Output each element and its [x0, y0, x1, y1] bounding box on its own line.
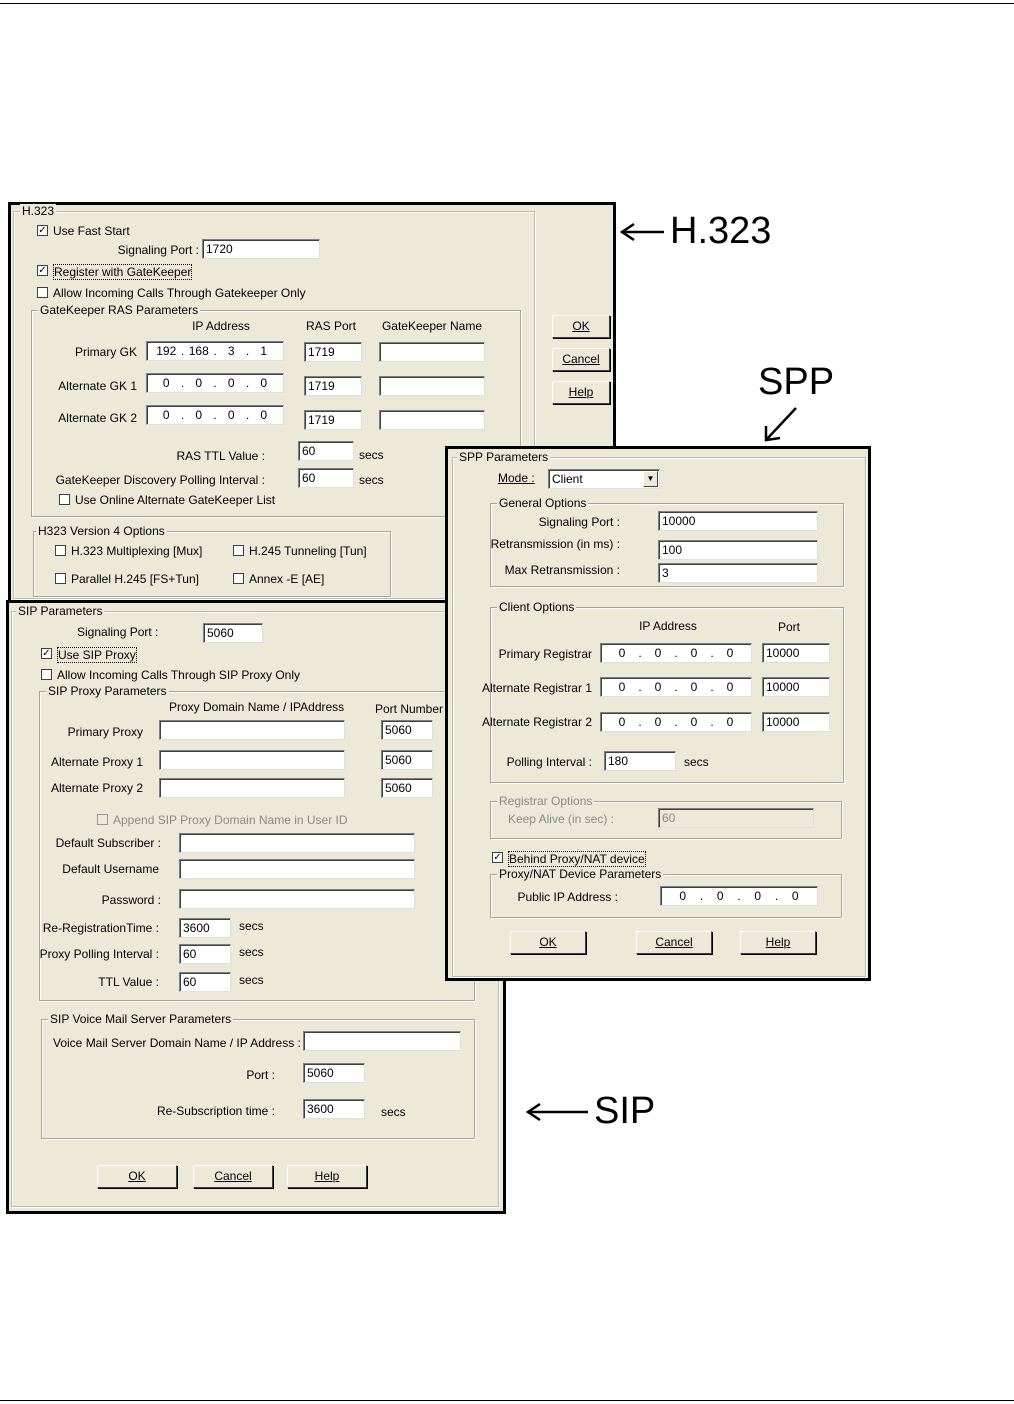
use-sip-proxy-checkbox[interactable]: ✓: [42, 648, 51, 659]
registrar-row-label: Primary Registrar: [498, 647, 592, 661]
mode-select[interactable]: [548, 469, 660, 489]
spp-sig-port-input[interactable]: 10000: [658, 511, 818, 531]
default-username-input[interactable]: [179, 859, 415, 879]
col-gk-name: GateKeeper Name: [381, 319, 483, 333]
behind-nat-label: Behind Proxy/NAT device: [509, 852, 645, 866]
registrar-row-label: Alternate Registrar 1: [481, 681, 592, 695]
max-retrans-input[interactable]: 3: [658, 563, 818, 583]
rereg-secs: secs: [239, 919, 264, 933]
sip-allow-incoming-label: Allow Incoming Calls Through SIP Proxy Only: [57, 668, 300, 682]
top-rule: [0, 3, 1014, 4]
h323-ok-button[interactable]: OK: [552, 315, 610, 338]
sip-group-title: SIP Parameters: [18, 604, 103, 618]
sip-cancel-button[interactable]: Cancel: [193, 1165, 273, 1188]
spp-poll-input[interactable]: 180: [604, 751, 676, 771]
default-subscriber-input[interactable]: [179, 833, 415, 853]
client-options-title: Client Options: [499, 600, 575, 614]
annex-e-label: Annex -E [AE]: [249, 572, 325, 586]
spp-ok-button[interactable]: OK: [510, 931, 586, 954]
h323-group-title: H.323: [22, 204, 55, 218]
ttl-input[interactable]: 60: [179, 972, 231, 992]
vm-domain-label: Voice Mail Server Domain Name / IP Address :: [53, 1036, 301, 1050]
alt-gk2-port[interactable]: 1719: [304, 410, 362, 430]
password-input[interactable]: [179, 889, 415, 909]
retrans-input[interactable]: 100: [658, 540, 818, 560]
col-ras-port: RAS Port: [305, 319, 356, 333]
primary-gk-port[interactable]: 1719: [304, 342, 362, 362]
col-ip-address: IP Address: [192, 319, 250, 333]
allow-incoming-gk-checkbox[interactable]: [37, 287, 48, 298]
gk-poll-input[interactable]: 60: [298, 468, 354, 488]
online-alt-gk-checkbox[interactable]: [59, 494, 70, 505]
spp-cancel-button[interactable]: Cancel: [636, 931, 712, 954]
alt-gk1-name[interactable]: [379, 376, 485, 396]
ras-ttl-input[interactable]: 60: [298, 441, 354, 461]
gk-row-label: Alternate GK 1: [58, 379, 137, 393]
alt-gk2-ip[interactable]: 0 . 0 . 0 . 0: [146, 405, 284, 425]
fast-start-checkbox[interactable]: ✓: [38, 225, 47, 236]
spp-col-port: Port: [777, 620, 800, 634]
alt-proxy2-port[interactable]: 5060: [381, 778, 433, 798]
gk-poll-label: GateKeeper Discovery Polling Interval :: [55, 473, 265, 487]
sip-signaling-port-label: Signaling Port :: [77, 625, 159, 639]
spp-callout: SPP: [758, 361, 835, 403]
bottom-rule: [0, 1400, 1014, 1401]
sip-arrow-icon: [524, 1102, 588, 1122]
spp-sig-port-label: Signaling Port :: [538, 515, 620, 529]
sip-signaling-port-input[interactable]: 5060: [203, 623, 263, 643]
resub-input[interactable]: 3600: [303, 1099, 365, 1119]
registrar-options-title: Registrar Options: [499, 794, 593, 808]
gk-row-label: Alternate GK 2: [58, 411, 137, 425]
public-ip-label: Public IP Address :: [517, 890, 618, 904]
sip-callout: SIP: [594, 1090, 656, 1132]
primary-gk-ip[interactable]: 192 . 168 . 3 . 1: [146, 341, 284, 361]
h323-v4-title: H323 Version 4 Options: [38, 524, 165, 538]
vm-port-label: Port :: [246, 1068, 275, 1082]
h323-signaling-port-input[interactable]: 1720: [202, 239, 320, 259]
vm-title: SIP Voice Mail Server Parameters: [50, 1012, 232, 1026]
sip-help-button[interactable]: Help: [287, 1165, 367, 1188]
nat-params-title: Proxy/NAT Device Parameters: [499, 867, 662, 881]
behind-nat-checkbox[interactable]: ✓: [493, 852, 502, 863]
alt-proxy1-input[interactable]: [159, 750, 345, 770]
proxy-poll-label: Proxy Polling Interval :: [39, 947, 159, 961]
sip-proxy-title: SIP Proxy Parameters: [48, 684, 167, 698]
rereg-input[interactable]: 3600: [179, 918, 231, 938]
h323-signaling-port-label: Signaling Port :: [117, 243, 199, 257]
alt-gk1-port[interactable]: 1719: [304, 376, 362, 396]
spp-poll-label: Polling Interval :: [506, 755, 592, 769]
public-ip-input[interactable]: 0 . 0 . 0 . 0: [660, 886, 818, 906]
mode-label: Mode :: [498, 471, 535, 485]
primary-proxy-port[interactable]: 5060: [381, 720, 433, 740]
register-gk-checkbox[interactable]: ✓: [38, 265, 47, 276]
spp-col-ip: IP Address: [639, 619, 697, 633]
primary-proxy-input[interactable]: [159, 720, 345, 740]
tunneling-checkbox[interactable]: [233, 545, 244, 556]
general-options-title: General Options: [499, 496, 587, 510]
annex-e-checkbox[interactable]: [233, 573, 244, 584]
proxy-row-label: Alternate Proxy 1: [50, 755, 143, 769]
mux-checkbox[interactable]: [55, 545, 66, 556]
keepalive-label: Keep Alive (in sec) :: [507, 812, 614, 826]
alt-gk1-ip[interactable]: 0 . 0 . 0 . 0: [146, 373, 284, 393]
use-sip-proxy-label: Use SIP Proxy: [58, 648, 136, 662]
allow-incoming-gk-label: Allow Incoming Calls Through Gatekeeper Only: [53, 286, 306, 300]
spp-help-button[interactable]: Help: [740, 931, 816, 954]
retrans-label: Retransmission (in ms) :: [490, 537, 620, 551]
h323-cancel-button[interactable]: Cancel: [552, 348, 610, 371]
spp-group-title: SPP Parameters: [459, 450, 549, 464]
alt-proxy2-input[interactable]: [159, 778, 345, 798]
registrar-row-label: Alternate Registrar 2: [481, 715, 592, 729]
proxy-row-label: Primary Proxy: [67, 725, 143, 739]
password-label: Password :: [101, 893, 161, 907]
chevron-down-icon[interactable]: ▼: [643, 471, 658, 487]
register-gk-label: Register with GateKeeper: [54, 265, 192, 279]
h323-help-button[interactable]: Help: [552, 381, 610, 404]
resub-label: Re-Subscription time :: [156, 1104, 275, 1118]
col-port-number: Port Number: [375, 702, 444, 716]
alt-registrar2-ip[interactable]: 0 . 0 . 0 . 0: [600, 712, 752, 732]
ttl-secs: secs: [239, 973, 264, 987]
vm-port-input[interactable]: 5060: [303, 1063, 365, 1083]
primary-registrar-port[interactable]: 10000: [762, 643, 830, 663]
alt-gk2-name[interactable]: [379, 410, 485, 430]
primary-gk-name[interactable]: [379, 342, 485, 362]
gk-poll-secs: secs: [359, 473, 384, 487]
tunneling-label: H.245 Tunneling [Tun]: [249, 544, 367, 558]
sip-panel: [6, 600, 506, 1214]
col-proxy-domain: Proxy Domain Name / IPAddress: [169, 700, 345, 714]
h323-callout: H.323: [670, 210, 772, 252]
resub-secs: secs: [381, 1105, 406, 1119]
ras-params-title: GateKeeper RAS Parameters: [40, 303, 199, 317]
vm-domain-input[interactable]: [303, 1031, 461, 1051]
default-subscriber-label: Default Subscriber :: [55, 836, 161, 850]
keepalive-input[interactable]: 60: [658, 808, 814, 828]
alt-registrar1-ip[interactable]: 0 . 0 . 0 . 0: [600, 677, 752, 697]
primary-registrar-ip[interactable]: 0 . 0 . 0 . 0: [600, 643, 752, 663]
alt-proxy1-port[interactable]: 5060: [381, 750, 433, 770]
gk-row-label: Primary GK: [74, 345, 137, 359]
spp-panel: [445, 446, 871, 981]
sip-allow-incoming-checkbox[interactable]: [41, 669, 52, 680]
alt-registrar1-port[interactable]: 10000: [762, 677, 830, 697]
parallel-h245-label: Parallel H.245 [FS+Tun]: [71, 572, 199, 586]
ras-ttl-label: RAS TTL Value :: [176, 449, 265, 463]
spp-arrow-icon: [760, 404, 800, 444]
fast-start-label: Use Fast Start: [53, 224, 130, 238]
max-retrans-label: Max Retransmission :: [504, 563, 620, 577]
append-domain-checkbox[interactable]: [97, 814, 108, 825]
mux-label: H.323 Multiplexing [Mux]: [71, 544, 203, 558]
append-domain-label: Append SIP Proxy Domain Name in User ID: [113, 813, 348, 827]
parallel-h245-checkbox[interactable]: [55, 573, 66, 584]
rereg-label: Re-RegistrationTime :: [42, 921, 159, 935]
ttl-label: TTL Value :: [98, 975, 159, 989]
spp-poll-secs: secs: [684, 755, 709, 769]
online-alt-gk-label: Use Online Alternate GateKeeper List: [75, 493, 276, 507]
h323-arrow-icon: [618, 222, 664, 242]
ras-ttl-secs: secs: [359, 448, 384, 462]
h323-v4-group: [33, 524, 391, 597]
mode-value: Client: [552, 472, 583, 486]
proxy-poll-input[interactable]: 60: [179, 944, 231, 964]
proxy-row-label: Alternate Proxy 2: [50, 781, 143, 795]
sip-ok-button[interactable]: OK: [97, 1165, 177, 1188]
alt-registrar2-port[interactable]: 10000: [762, 712, 830, 732]
default-username-label: Default Username: [62, 862, 159, 876]
proxy-poll-secs: secs: [239, 945, 264, 959]
